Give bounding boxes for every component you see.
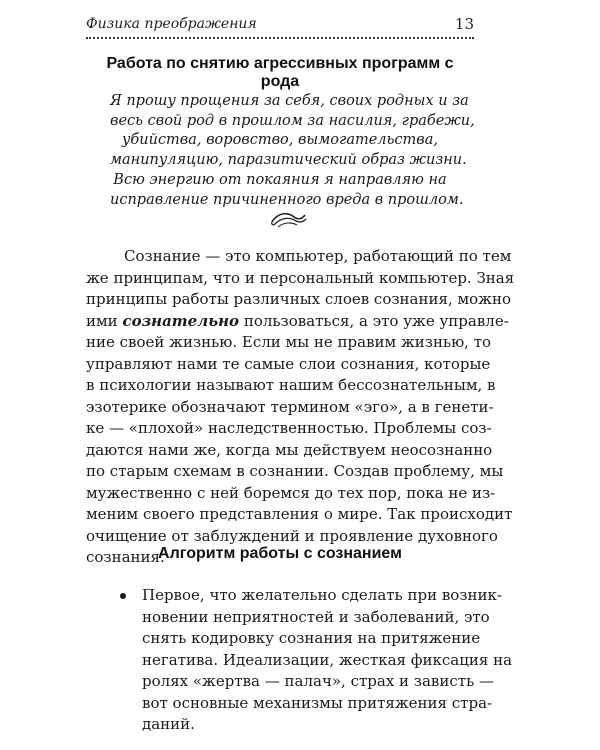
text-fragment: пользоваться, а это уже управле- bbox=[239, 311, 509, 330]
text-line: Сознание — это компьютер, работающий по тем bbox=[124, 247, 512, 265]
text-line: вот основные механизмы притяжения стра- bbox=[142, 693, 493, 712]
running-header bbox=[86, 15, 474, 39]
bullet-text bbox=[142, 585, 513, 736]
text-line: эзотерике обозначают термином «эго», а в генети- bbox=[86, 397, 494, 416]
text-line: Первое, что желательно сделать при возник- bbox=[142, 586, 502, 604]
text-line: ролях «жертва — палач», страх и зависть — bbox=[142, 672, 495, 690]
text-line: по старым схемам в сознании. Создав проблему, мы bbox=[86, 462, 504, 480]
prayer-line: исправление причиненного вреда в прошлом. bbox=[110, 191, 464, 208]
text-line: снять кодировку сознания на притяжение bbox=[142, 629, 481, 647]
text-line: управляют нами те самые слои сознания, которые bbox=[86, 354, 491, 373]
body-paragraph bbox=[86, 246, 515, 569]
section-heading-aggressive-programs: Работа по снятию агрессивных программ с рода bbox=[106, 55, 454, 90]
text-line: очищение от заблуждений и проявление духовного bbox=[86, 526, 498, 545]
text-line: новении неприятностей и заболеваний, это bbox=[142, 607, 490, 626]
running-title: Физика преображения bbox=[86, 16, 257, 32]
text-line bbox=[86, 311, 509, 333]
prayer-line: манипуляцию, паразитический образ жизни. bbox=[110, 152, 467, 169]
text-line: сознания. bbox=[86, 548, 165, 566]
text-fragment: ими bbox=[86, 311, 123, 330]
page-number: 13 bbox=[454, 15, 474, 33]
emphasized-word: сознательно bbox=[122, 311, 240, 330]
prayer-text bbox=[110, 92, 475, 210]
text-line: даются нами же, когда мы действуем неосознанно bbox=[86, 440, 493, 459]
text-line: принципы работы различных слоев сознания, можно bbox=[86, 290, 512, 308]
text-line: негатива. Идеализации, жесткая фиксация на bbox=[142, 650, 513, 669]
text-line: даний. bbox=[142, 715, 195, 733]
text-line: ке — «плохой» наследственностью. Проблемы соз- bbox=[86, 419, 492, 437]
prayer-line: весь свой род в прошлом за насилия, грабежи, bbox=[110, 112, 475, 129]
text-line: меним своего представления о мире. Так происходит bbox=[86, 505, 513, 523]
section-heading-algorithm: Алгоритм работы с сознанием bbox=[158, 545, 402, 562]
swirl-ornament-icon bbox=[268, 206, 308, 230]
text-line: в психологии называют нашим бессознательным, в bbox=[86, 376, 496, 394]
text-line: ние своей жизнью. Если мы не правим жизнью, то bbox=[86, 333, 492, 351]
text-line: мужественно с ней боремся до тех пор, пока не из- bbox=[86, 483, 496, 502]
prayer-line: Я прошу прощения за себя, своих родных и за bbox=[110, 93, 469, 109]
prayer-line: убийства, воровство, вымогательства, bbox=[122, 132, 438, 149]
text-line: же принципам, что и персональный компьютер. Зная bbox=[86, 268, 515, 287]
prayer-line: Всю энергию от покаяния я направляю на bbox=[113, 171, 447, 188]
bullet-dot-icon bbox=[120, 593, 126, 599]
